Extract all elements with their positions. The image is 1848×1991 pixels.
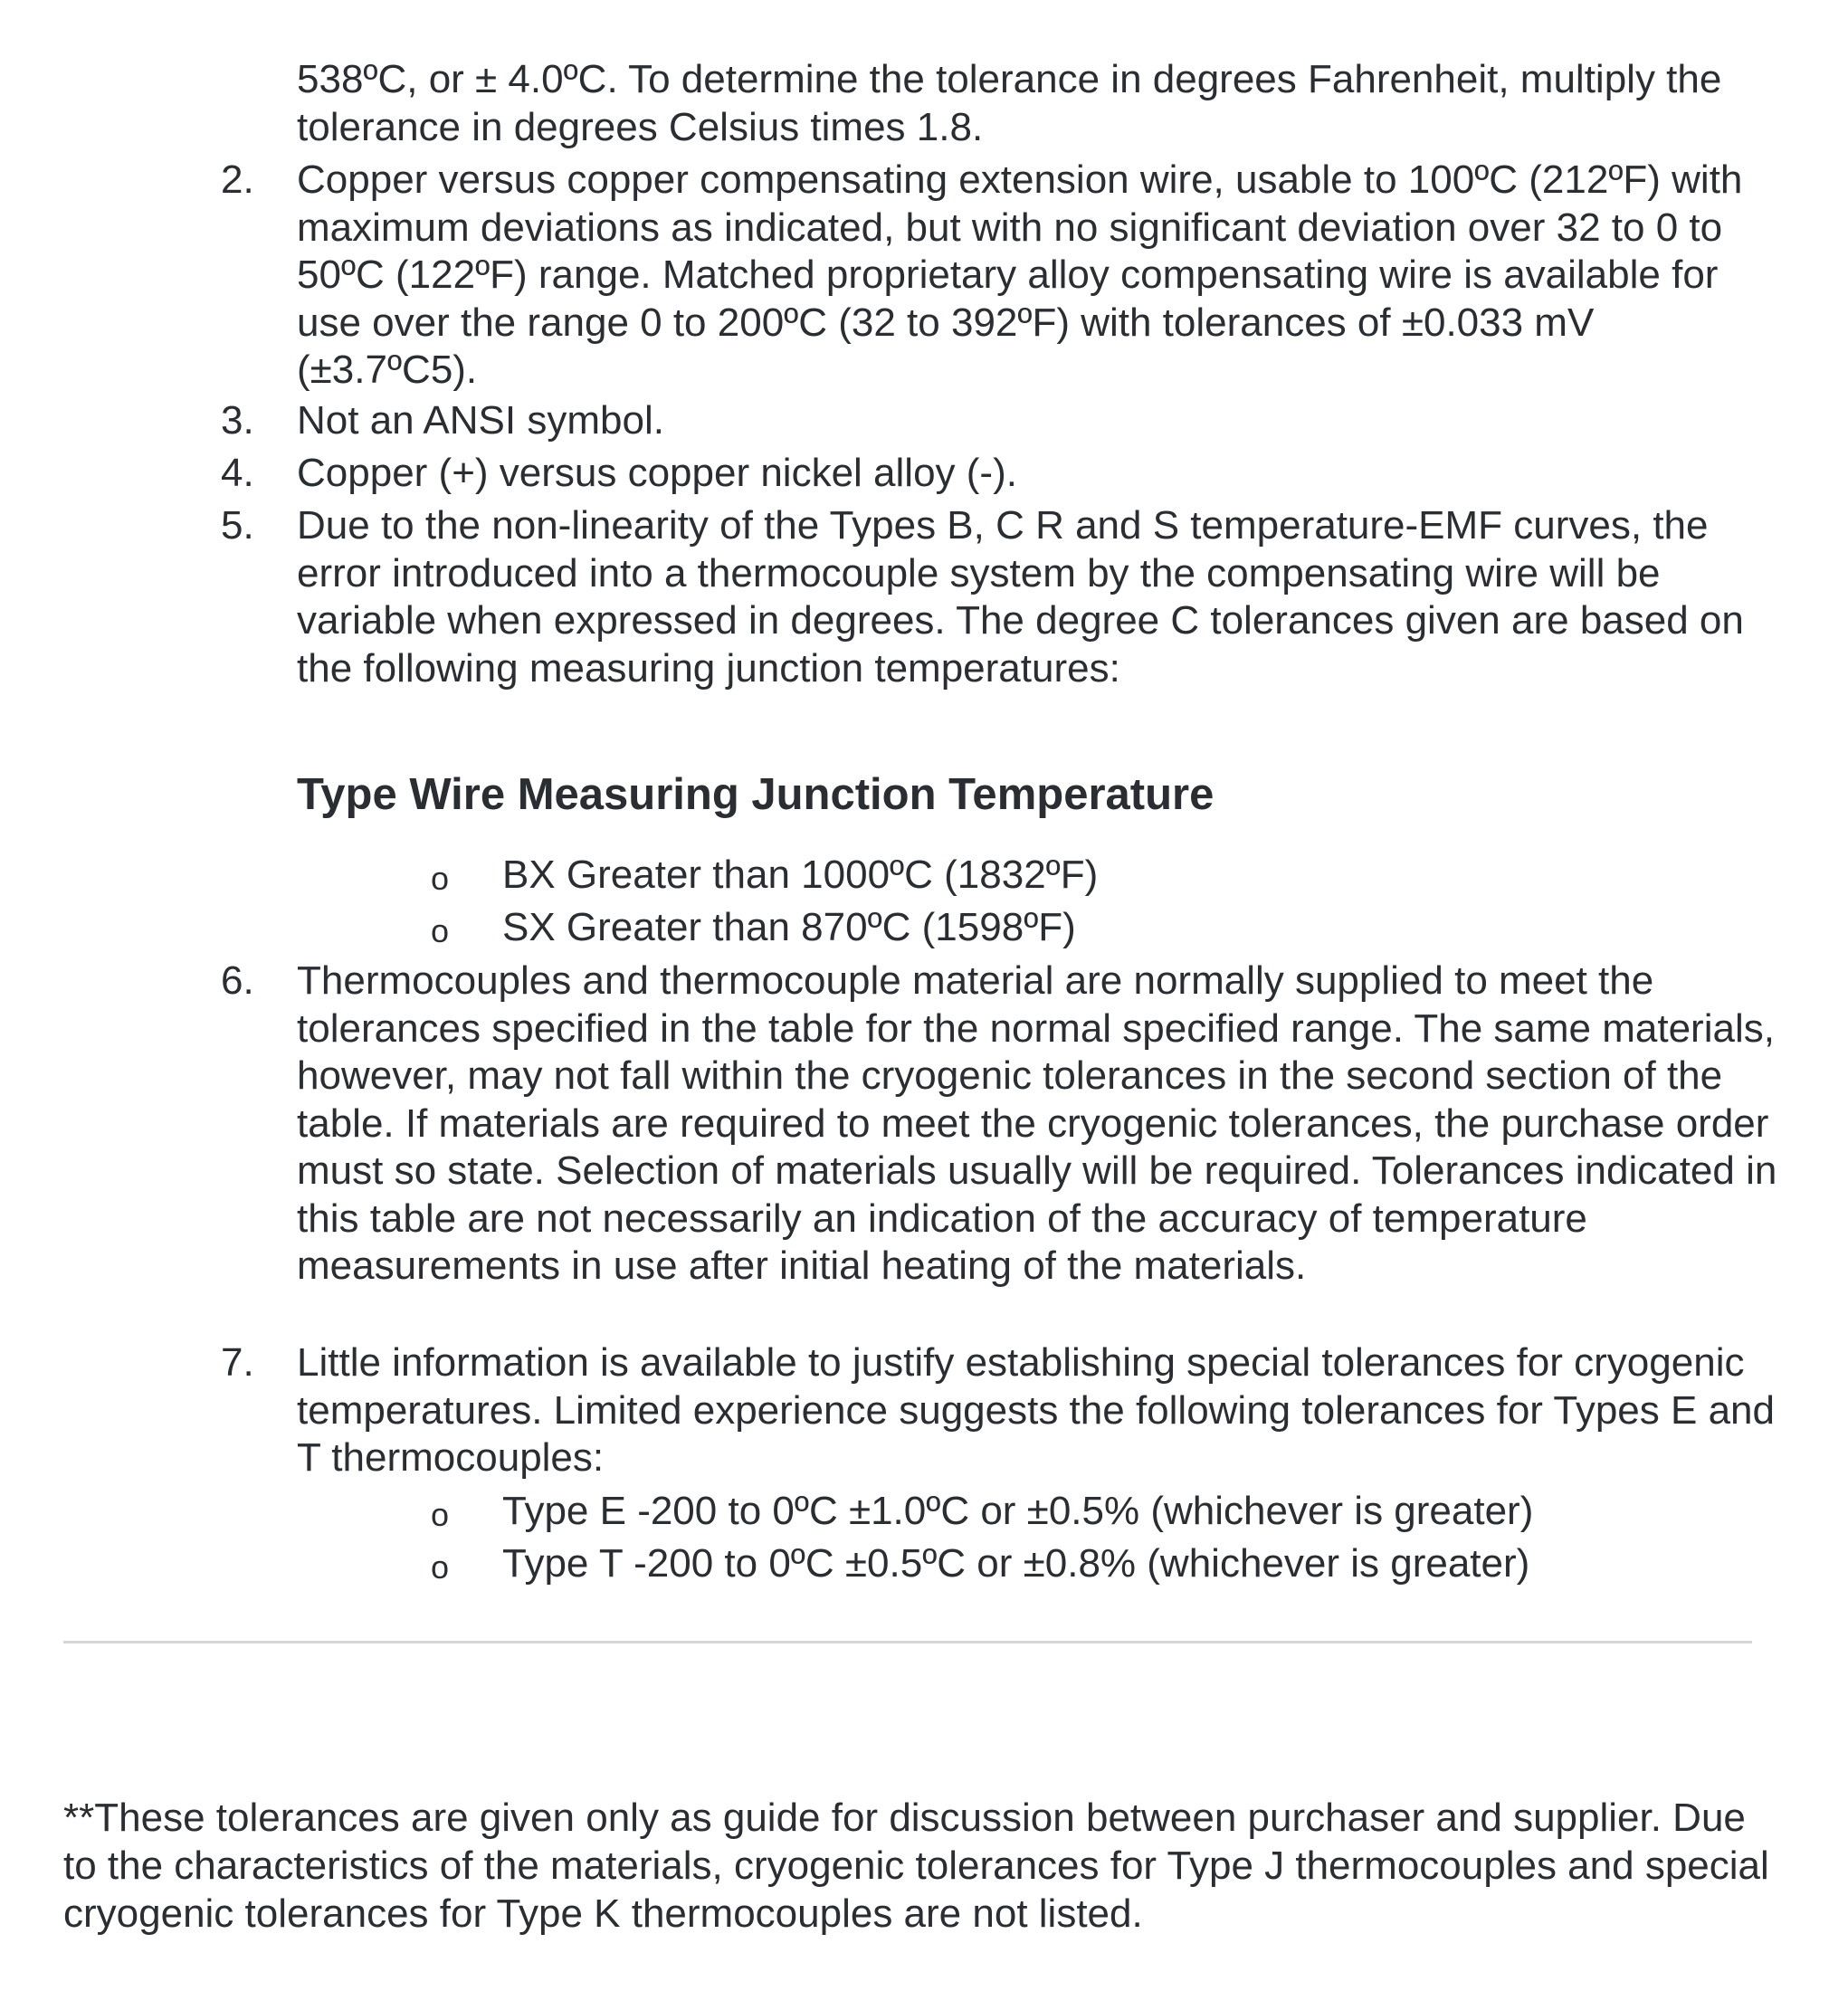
note-number: 5.: [221, 503, 254, 548]
note-item-2: [221, 157, 1781, 395]
note-item-6: [221, 957, 1781, 1291]
note-item-5: [221, 502, 1781, 692]
note-text: Not an ANSI symbol.: [297, 398, 664, 443]
cryogenic-item-type-t: [431, 1538, 1529, 1590]
note-text: Copper (+) versus copper nickel alloy (-).: [297, 451, 1017, 495]
note-number: 6.: [221, 958, 254, 1003]
cryogenic-item-text: Type E -200 to 0ºC ±1.0ºC or ±0.5% (whichever is greater): [502, 1489, 1534, 1533]
note-item-7: [221, 1339, 1781, 1482]
note-number: 2.: [221, 157, 254, 202]
note-number: 4.: [221, 451, 254, 495]
note-number: 3.: [221, 398, 254, 443]
note-item-3: [221, 397, 1781, 445]
junction-item-text: BX Greater than 1000ºC (1832ºF): [502, 853, 1099, 897]
bullet-icon: o: [431, 1496, 450, 1533]
cryogenic-item-text: Type T -200 to 0ºC ±0.5ºC or ±0.8% (whichever is greater): [502, 1541, 1530, 1586]
bullet-icon: o: [431, 1548, 450, 1586]
note-1-continuation: 538ºC, or ± 4.0ºC. To determine the tolerance in degrees Fahrenheit, multiply the tolerance in degrees Celsius times 1.8.: [297, 57, 1722, 149]
footnote: **These tolerances are given only as guide for discussion between purchaser and supplier. Due to the characteristics of the materials, cryogenic tolerances for Type J thermocouples and special cryogenic tolerances for Type K thermocouples are not listed.: [63, 1796, 1769, 1936]
note-text: Thermocouples and thermocouple material are normally supplied to meet the tolerances specified in the table for the normal specified range. The same materials, however, may not fall within the cryogenic tolerances in the second section of the table. If materials are required to meet the cryogenic tolerances, the purchase order must so state. Selection of materials usually will be required. Tolerances indicated in this table are not necessarily an indication of the accuracy of temperature measurements in use after initial heating of the materials.: [297, 958, 1777, 1288]
bullet-icon: o: [431, 912, 450, 949]
junction-heading: Type Wire Measuring Junction Temperature: [297, 770, 1215, 819]
junction-item-text: SX Greater than 870ºC (1598ºF): [502, 905, 1076, 949]
bullet-icon: o: [431, 860, 450, 897]
junction-item-bx: [431, 849, 1098, 901]
note-text: Little information is available to justify establishing special tolerances for cryogenic temperatures. Limited experience suggests the following tolerances for Types E and T thermocouples:: [297, 1340, 1775, 1480]
note-text: Copper versus copper compensating extension wire, usable to 100ºC (212ºF) with maximum deviations as indicated, but with no significant deviation over 32 to 0 to 50ºC (122ºF) range. Matched proprietary alloy compensating wire is available for use over the range 0 to 200ºC (32 to 392ºF) with tolerances of ±0.033 mV (±3.7ºC5).: [297, 157, 1743, 392]
cryogenic-item-type-e: [431, 1485, 1533, 1538]
note-text: Due to the non-linearity of the Types B, C R and S temperature-EMF curves, the error introduced into a thermocouple system by the compensating wire will be variable when expressed in degrees. The degree C tolerances given are based on the following measuring junction temperatures:: [297, 503, 1744, 691]
note-item-4: [221, 450, 1781, 498]
horizontal-divider: [63, 1641, 1752, 1643]
note-number: 7.: [221, 1340, 254, 1385]
junction-item-sx: [431, 901, 1076, 954]
